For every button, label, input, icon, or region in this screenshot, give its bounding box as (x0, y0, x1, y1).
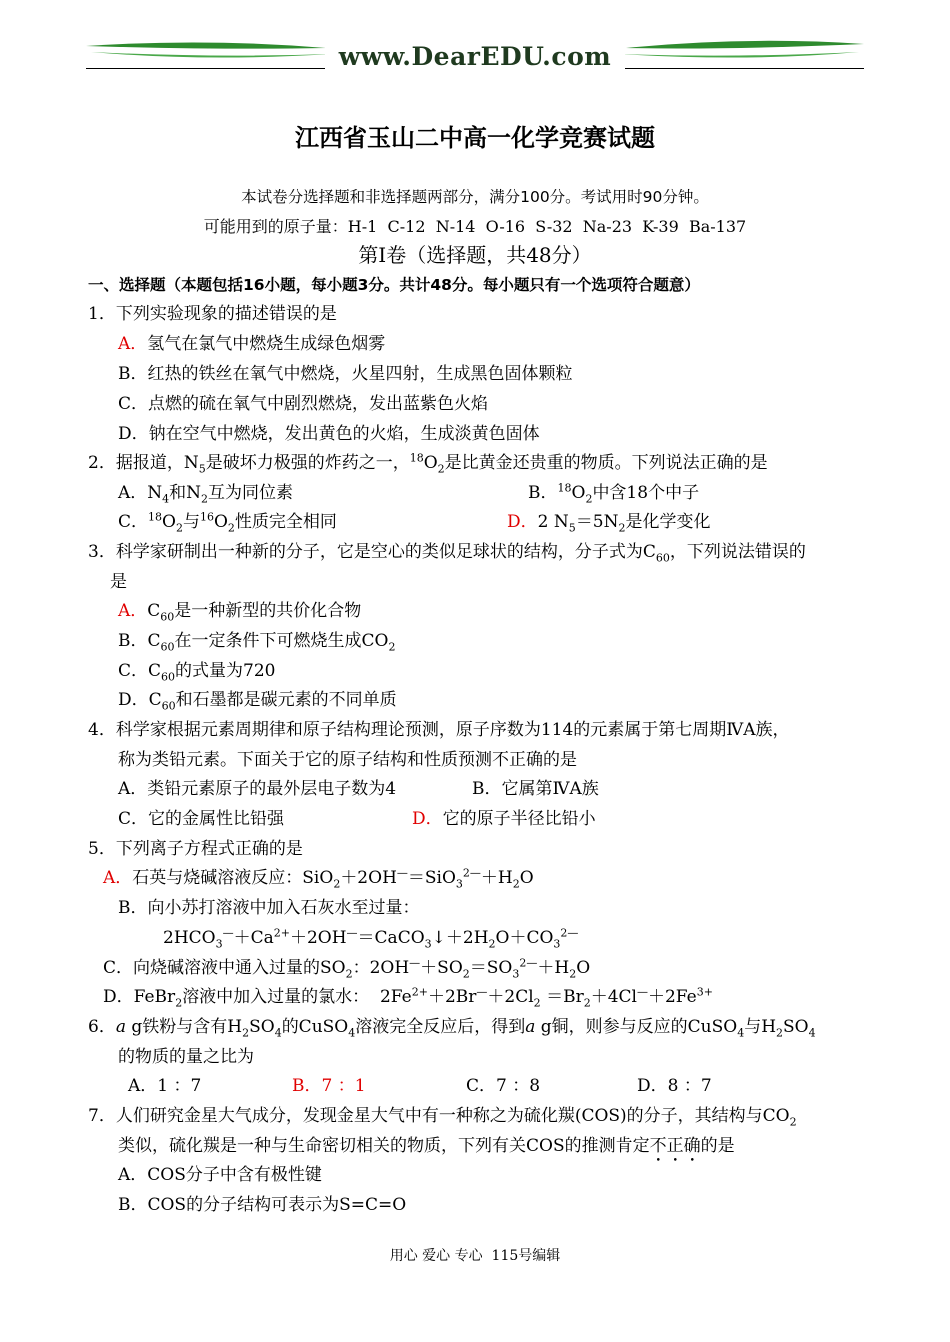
q1-option-b: B．红热的铁丝在氧气中燃烧，火星四射，生成黑色固体颗粒 (118, 364, 573, 384)
q3-stem-line2: 是 (110, 572, 127, 592)
q5-option-a: A．石英与烧碱溶液反应：$SiO_2+2OH^—=SiO_3^{2—}+H_2O$ (103, 866, 534, 891)
q4-stem-line1: 4．科学家根据元素周期律和原子结构理论预测，原子序数为114的元素属于第七周期ⅣA族， (88, 720, 790, 740)
q4-option-c: C．它的金属性比铅强 (118, 809, 285, 829)
q5-option-d: D．FeBr$_2$溶液中加入过量的氯水： $2Fe^{2+}+2Br^—+2Cl_2 =Br_2+4Cl^—+2Fe^{3+}$ (103, 985, 713, 1010)
q4-stem-line2: 称为类铅元素。下面关于它的原子结构和性质预测不正确的是 (118, 750, 577, 770)
q1-option-d: D．钠在空气中燃烧，发出黄色的火焰，生成淡黄色固体 (118, 424, 540, 444)
q6-option-c: C．7 ：8 (466, 1076, 541, 1096)
q5-option-b-equation: $2HCO_3^—+Ca^{2+}+2OH^—=CaCO_3↓+2H_2O+CO_3^{2—}$ (163, 926, 579, 951)
q6-option-b: B．7 ：1 (292, 1076, 366, 1096)
q5-stem: 5．下列离子方程式正确的是 (88, 839, 303, 859)
q3-stem-line1: 3．科学家研制出一种新的分子，它是空心的类似足球状的结构，分子式为$C_{60}$，下列说法错误的 (88, 542, 806, 565)
q5-option-c: C．向烧碱溶液中通入过量的$SO_2$：$2OH^—+SO_2=SO_3^{2—}+H_2O$ (103, 956, 591, 981)
q6-stem-line1: 6．a g铁粉与含有$H_2SO_4$的CuSO$_4$溶液完全反应后，得到a g铜，则参与反应的CuSO$_4$与$H_2SO_4$ (88, 1017, 816, 1040)
part1-title: 第Ⅰ卷（选择题，共48分） (358, 243, 592, 267)
q3-option-c: C．$C_{60}$的式量为720 (118, 661, 276, 684)
q5-option-b: B．向小苏打溶液中加入石灰水至过量： (118, 898, 420, 918)
q6-option-d: D．8 ：7 (637, 1076, 712, 1096)
q4-option-b: B．它属第ⅣA族 (472, 779, 599, 799)
q3-option-d: D．$C_{60}$和石墨都是碳元素的不同单质 (118, 690, 397, 713)
q6-option-a: A．1 ：7 (128, 1076, 202, 1096)
site-logo: www.DearEDU.com (325, 42, 625, 72)
q3-option-b: B．$C_{60}$在一定条件下可燃烧生成$CO_2$ (118, 631, 396, 654)
q4-option-a: A．类铅元素原子的最外层电子数为4 (118, 779, 397, 799)
q1-option-c: C．点燃的硫在氧气中剧烈燃烧，发出蓝紫色火焰 (118, 394, 489, 414)
q2-option-c: C．$^{18}O_2$与$^{16}O_2$性质完全相同 (118, 510, 337, 535)
page-title: 江西省玉山二中高一化学竞赛试题 (295, 124, 655, 152)
q2-option-d: D．2 $N_5=5N_2$是化学变化 (507, 512, 711, 535)
q1-option-a: A．氢气在氯气中燃烧生成绿色烟雾 (118, 334, 386, 354)
page-footer: 用心 爱心 专心 115号编辑 (389, 1248, 561, 1264)
q4-option-d: D．它的原子半径比铅小 (412, 809, 596, 829)
q7-option-a: A．COS分子中含有极性键 (118, 1165, 322, 1185)
q1-stem: 1．下列实验现象的描述错误的是 (88, 304, 337, 324)
q7-option-b: B．COS的分子结构可表示为S=C=O (118, 1195, 407, 1215)
intro-line-1: 本试卷分选择题和非选择题两部分，满分100分。考试用时90分钟。 (241, 188, 709, 206)
q3-option-a: A．$C_{60}$是一种新型的共价化合物 (118, 601, 362, 624)
q6-stem-line2: 的物质的量之比为 (118, 1047, 254, 1067)
q2-option-a: A．$N_4$和$N_2$互为同位素 (118, 483, 294, 506)
q2-option-b: B．$^{18}O_2$中含18个中子 (528, 481, 700, 506)
intro-line-2: 可能用到的原子量：H-1 C-12 N-14 O-16 S-32 Na-23 K-39 Ba-137 (203, 217, 747, 236)
q7-stem-line1: 7．人们研究金星大气成分，发现金星大气中有一种称之为硫化羰(COS)的分子，其结构与$CO_2$ (88, 1106, 797, 1129)
q7-stem-line2: 类似，硫化羰是一种与生命密切相关的物质，下列有关COS的推测肯定不正确的是 (118, 1136, 735, 1156)
q2-stem: 2．据报道，$N_5$是破坏力极强的炸药之一，$^{18}O_2$是比黄金还贵重的物质。下列说法正确的是 (88, 451, 768, 476)
section1-heading: 一、选择题（本题包括16小题，每小题3分。共计48分。每小题只有一个选项符合题意） (88, 276, 700, 294)
